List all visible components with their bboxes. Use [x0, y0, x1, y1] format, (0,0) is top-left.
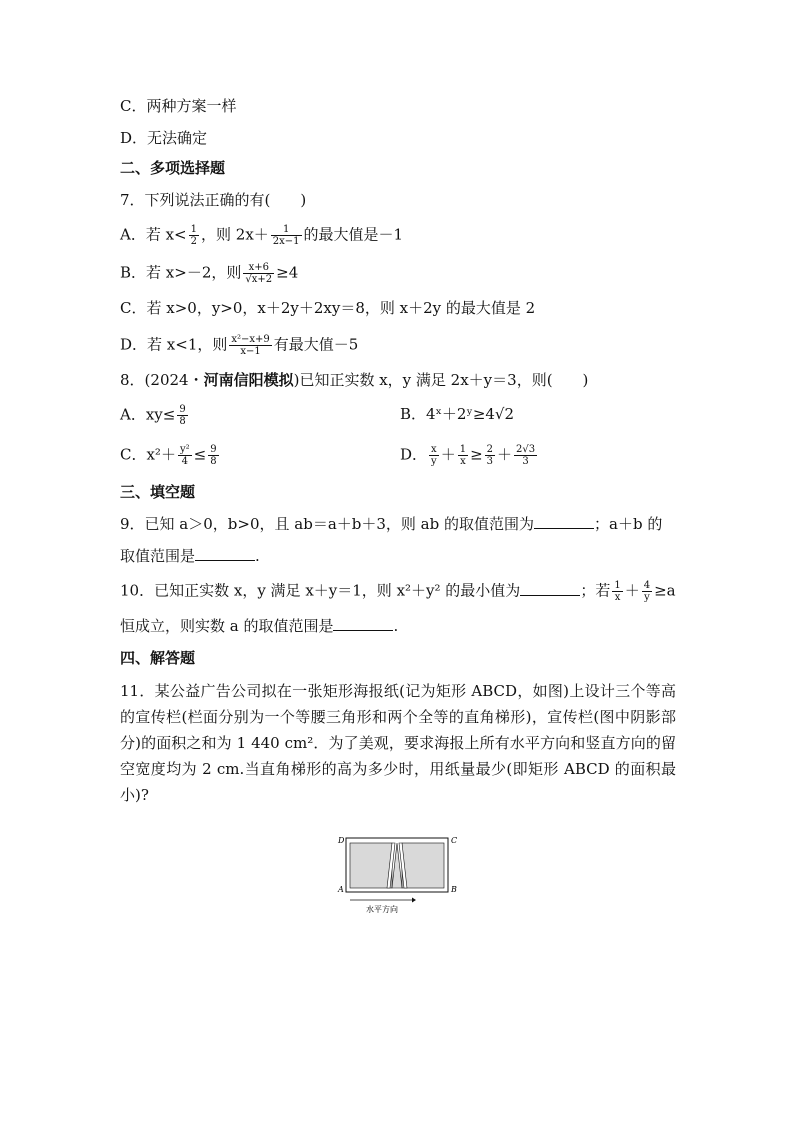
q11-text: 11．某公益广告公司拟在一张矩形海报纸(记为矩形 ABCD，如图)上设计三个等高的宣传栏(栏面分别为一个等腰三角形和两个全等的直角梯形)，宣传栏(图中阴影部分)的面积之和为 1 440 cm²．为了美观，要求海报上所有水平方向和竖直方向的留空宽度均为 2 cm.当直角梯形的高为多少时，用纸量最少(即矩形 ABCD 的面积最小)? — [120, 682, 676, 804]
source-tag: 河南信阳模拟 — [203, 371, 294, 389]
text: A．若 x< — [120, 225, 187, 244]
label-b: B — [451, 885, 457, 894]
answer-blank[interactable] — [534, 514, 594, 529]
fraction — [458, 444, 468, 467]
fraction — [271, 224, 302, 247]
text: A．xy≤ — [120, 405, 176, 424]
fraction — [189, 224, 199, 247]
fraction — [429, 444, 439, 467]
text: 的最大值是－1 — [303, 225, 404, 244]
numerator: x — [429, 444, 439, 456]
numerator: 1 — [459, 444, 467, 455]
text: 有最大值－5 — [273, 335, 359, 354]
text: ；a＋b 的 — [594, 515, 663, 533]
q7-option-d — [120, 334, 358, 357]
q7-stem: 7．下列说法正确的有( ) — [120, 191, 307, 209]
q8-option-a — [120, 404, 190, 427]
direction-label: 水平方向 — [366, 905, 398, 914]
text: B．若 x>－2，则 — [120, 263, 242, 282]
panel-left — [350, 843, 392, 888]
numerator: 4 — [643, 580, 651, 591]
denominator: 3 — [486, 456, 494, 467]
numerator: 2 — [486, 444, 494, 455]
denominator: 4 — [181, 456, 188, 467]
numerator: 1 — [271, 224, 302, 236]
denominator: 3 — [522, 456, 529, 467]
answer-blank[interactable] — [333, 616, 393, 631]
text: ≥4 — [276, 263, 299, 282]
text: ≥a — [654, 581, 676, 600]
text: 10．已知正实数 x，y 满足 x＋y＝1，则 x²＋y² 的最小值为 — [120, 581, 521, 600]
q8-option-b: B．4ˣ＋2ʸ≥4√2 — [400, 405, 515, 423]
numerator: 9 — [179, 404, 186, 415]
q9-line1 — [120, 514, 662, 534]
text: ＋ — [624, 581, 640, 600]
denominator: y — [431, 456, 437, 467]
fraction — [243, 262, 274, 285]
section-title-fill-in: 三、填空题 — [120, 483, 196, 501]
fraction — [208, 444, 218, 467]
panel-right — [402, 843, 444, 888]
denominator: 2 — [190, 236, 198, 247]
denominator: 8 — [210, 456, 217, 467]
numerator: x²−x+9 — [231, 334, 270, 345]
answer-blank[interactable] — [520, 581, 580, 596]
q10-line2 — [120, 616, 398, 636]
numerator: x+6 — [243, 262, 274, 274]
text: ≥ — [470, 445, 483, 464]
numerator: 2√3 — [516, 444, 536, 455]
numerator: 9 — [210, 444, 217, 455]
q8-option-d — [400, 444, 539, 467]
text: 8．(2024・ — [120, 371, 204, 389]
text: ≤ — [193, 445, 207, 464]
text: C．x²＋ — [120, 445, 176, 464]
answer-blank[interactable] — [195, 546, 255, 561]
label-a: A — [338, 885, 344, 894]
denominator: 8 — [179, 416, 186, 427]
denominator: x — [614, 592, 621, 603]
q6-option-c: C．两种方案一样 — [120, 97, 237, 115]
q10-line1 — [120, 580, 676, 603]
fraction — [485, 444, 495, 467]
text: ；若 — [580, 581, 611, 600]
text: . — [255, 547, 260, 565]
text: )已知正实数 x，y 满足 2x＋y＝3，则( ) — [293, 371, 589, 389]
q9-line2 — [120, 546, 260, 566]
q8-stem — [120, 370, 588, 390]
numerator: 1 — [614, 580, 621, 591]
q8-option-c — [120, 444, 221, 467]
section-title-multiple-choice: 二、多项选择题 — [120, 159, 226, 177]
numerator: 1 — [190, 224, 198, 235]
text: D． — [400, 445, 428, 464]
denominator: x−1 — [240, 346, 261, 357]
text: 9．已知 a＞0，b>0，且 ab＝a＋b＋3，则 ab 的取值范围为 — [120, 515, 534, 533]
text: ＋ — [497, 445, 513, 464]
q7-option-a — [120, 224, 403, 247]
text: 取值范围是 — [120, 547, 196, 565]
fraction — [612, 580, 622, 603]
text: D．若 x<1，则 — [120, 335, 228, 354]
fraction — [178, 444, 192, 467]
text: . — [393, 617, 399, 635]
fraction — [514, 444, 537, 467]
denominator: √x+2 — [245, 274, 273, 285]
label-d: D — [338, 836, 345, 845]
denominator: x — [460, 456, 466, 467]
q6-option-d: D．无法确定 — [120, 129, 208, 147]
fraction — [177, 404, 187, 427]
poster-figure — [336, 832, 466, 916]
q7-option-b — [120, 262, 298, 285]
numerator: y² — [179, 444, 190, 455]
text: ，则 2x＋ — [201, 225, 269, 244]
fraction — [642, 580, 652, 603]
arrow-head-icon — [412, 898, 416, 903]
denominator: 2x−1 — [272, 236, 300, 247]
label-c: C — [451, 836, 458, 845]
section-title-answer: 四、解答题 — [120, 649, 196, 667]
text: 恒成立，则实数 a 的取值范围是 — [120, 617, 334, 635]
q7-option-c: C．若 x>0，y>0，x＋2y＋2xy＝8，则 x＋2y 的最大值是 2 — [120, 299, 536, 317]
text: ＋ — [440, 445, 456, 464]
fraction — [229, 334, 271, 357]
denominator: y — [644, 592, 650, 603]
